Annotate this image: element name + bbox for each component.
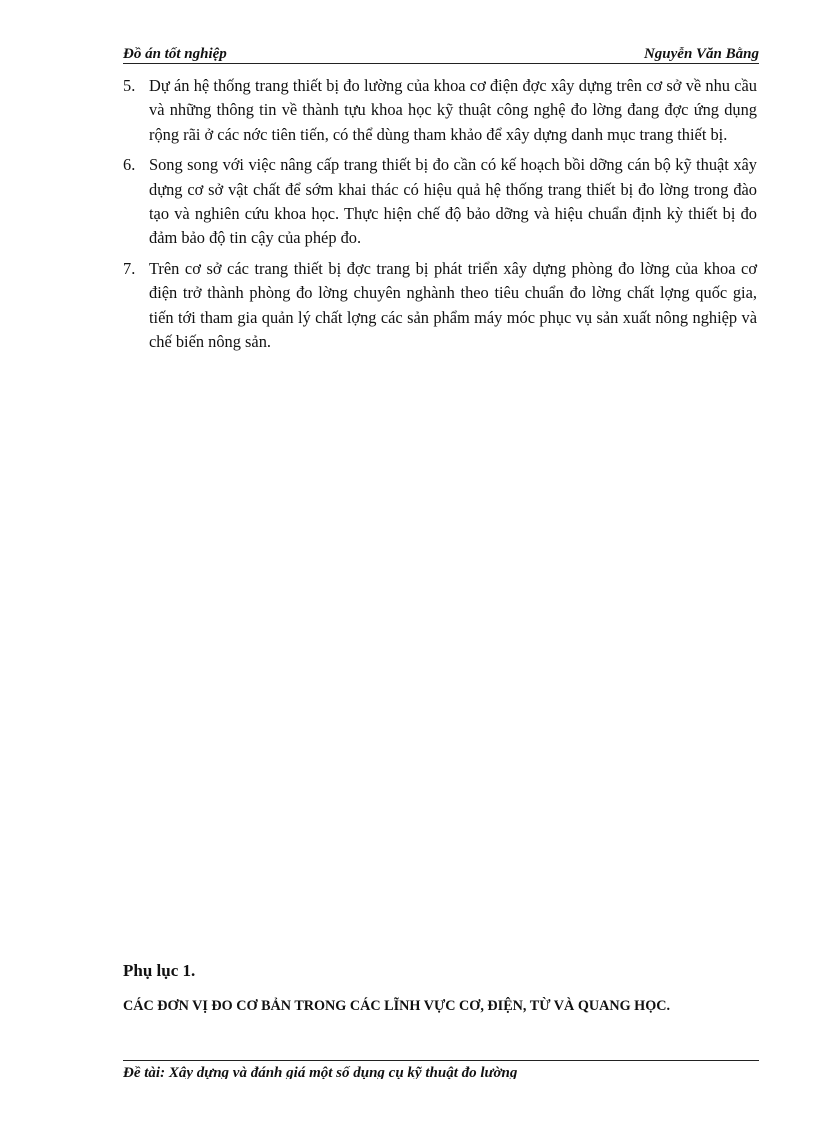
list-item-number: 5. bbox=[123, 76, 136, 95]
list-item-number: 6. bbox=[123, 155, 136, 175]
list-item bbox=[123, 257, 757, 355]
list-item bbox=[123, 74, 757, 147]
list-item-text: Dự án hệ thống trang thiết bị đo lường của khoa cơ điện đợc xây dựng trên cơ sở về nhu cầu và những thông tin về thành tựu khoa học kỹ thuật công nghệ đo lờng đang đợc ứng dụng rộng rãi ở các nớc tiên tiến, có thể dùng tham khảo để xây dựng danh mục trang thiết bị. bbox=[149, 76, 757, 144]
list-item-text: Trên cơ sở các trang thiết bị đợc trang bị phát triển xây dựng phòng đo lờng của khoa cơ điện trở thành phòng đo lờng chuyên nghành theo tiêu chuẩn đo lờng chất lợng quốc gia, tiến tới tham gia quản lý chất lợng các sản phẩm máy móc phục vụ sản xuất nông nghiệp và chế biến nông sản. bbox=[149, 258, 757, 352]
appendix-subtitle: CÁC ĐƠN VỊ ĐO CƠ BẢN TRONG CÁC LĨNH VỰC CƠ, ĐIỆN, TỪ VÀ QUANG HỌC. bbox=[123, 998, 671, 1014]
header-author: Nguyễn Văn Bằng bbox=[643, 46, 759, 62]
header-left-title: Đồ án tốt nghiệp bbox=[123, 46, 227, 62]
numbered-list bbox=[123, 74, 757, 360]
list-item-text: Song song với việc nâng cấp trang thiết bị đo cần có kế hoạch bồi dỡng cán bộ kỹ thuật xây dựng cơ sở vật chất để sớm khai thác có hiệu quả hệ thống trang thiết bị đo lờng trong đào tạo và nghiên cứu khoa học. Thực hiện chế độ bảo dỡng và hiệu chuẩn định kỳ thiết bị đo đảm bảo độ tin cậy của phép đo. bbox=[149, 155, 757, 248]
page-footer: Đề tài: Xây dựng và đánh giá một số dụng cụ kỹ thuật đo lường bbox=[123, 1065, 518, 1079]
page-header bbox=[123, 45, 759, 64]
appendix-title: Phụ lục 1. bbox=[123, 961, 196, 980]
list-item-number: 7. bbox=[123, 258, 136, 278]
list-item bbox=[123, 153, 757, 251]
footer-divider bbox=[123, 1060, 759, 1061]
